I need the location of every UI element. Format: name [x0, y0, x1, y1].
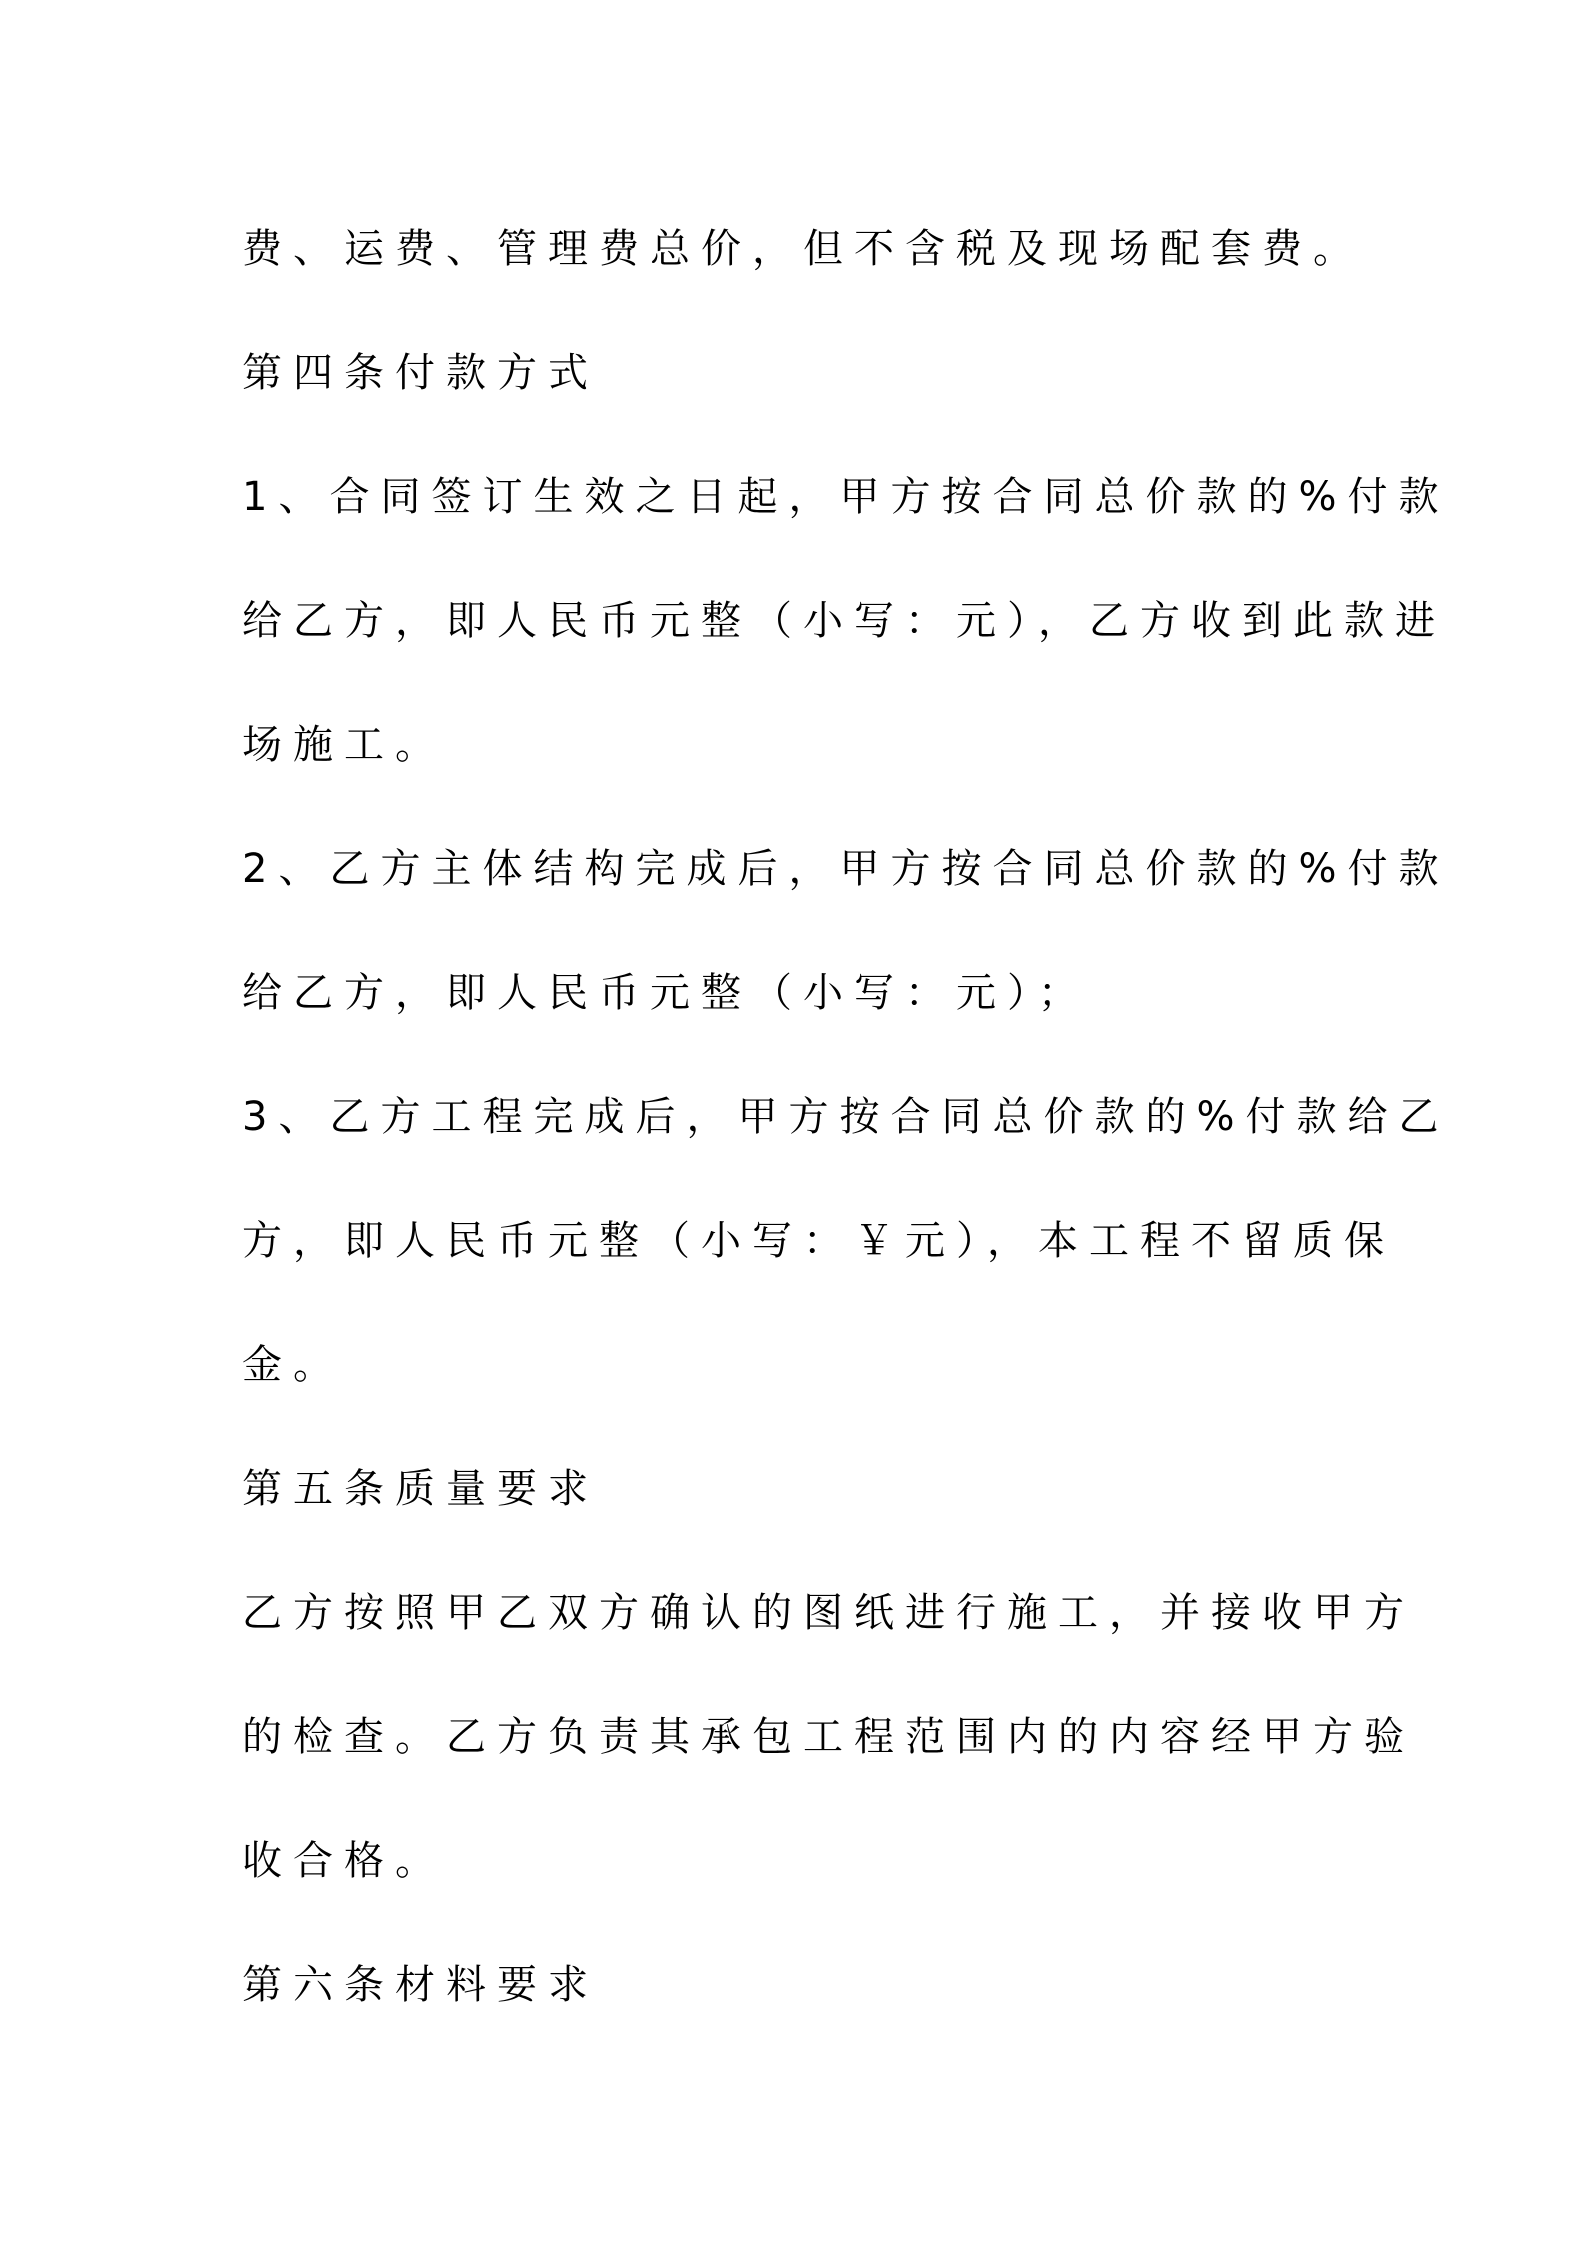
- paragraph-line: 的检查。乙方负责其承包工程范围内的内容经甲方验: [242, 1714, 1415, 1760]
- section-heading-payment: 第四条付款方式: [242, 350, 599, 396]
- paragraph-line: 乙方按照甲乙双方确认的图纸进行施工，并接收甲方: [242, 1590, 1415, 1636]
- paragraph-line: 收合格。: [242, 1838, 446, 1884]
- paragraph-line: 2、乙方主体结构完成后，甲方按合同总价款的%付款: [242, 846, 1450, 892]
- paragraph-line: 3、乙方工程完成后，甲方按合同总价款的%付款给乙: [242, 1094, 1450, 1140]
- paragraph-line: 给乙方，即人民币元整（小写：元）；: [242, 970, 1089, 1016]
- paragraph-line: 1、合同签订生效之日起，甲方按合同总价款的%付款: [242, 474, 1450, 520]
- section-heading-quality: 第五条质量要求: [242, 1466, 599, 1512]
- paragraph-line: 给乙方，即人民币元整（小写：元），乙方收到此款进: [242, 598, 1446, 644]
- paragraph-line: 金。: [242, 1342, 344, 1388]
- paragraph-line: 方，即人民币元整（小写：￥元），本工程不留质保: [242, 1218, 1395, 1264]
- paragraph-line: 场施工。: [242, 722, 446, 768]
- paragraph-line: 费、运费、管理费总价，但不含税及现场配套费。: [242, 226, 1364, 272]
- section-heading-materials: 第六条材料要求: [242, 1962, 599, 2008]
